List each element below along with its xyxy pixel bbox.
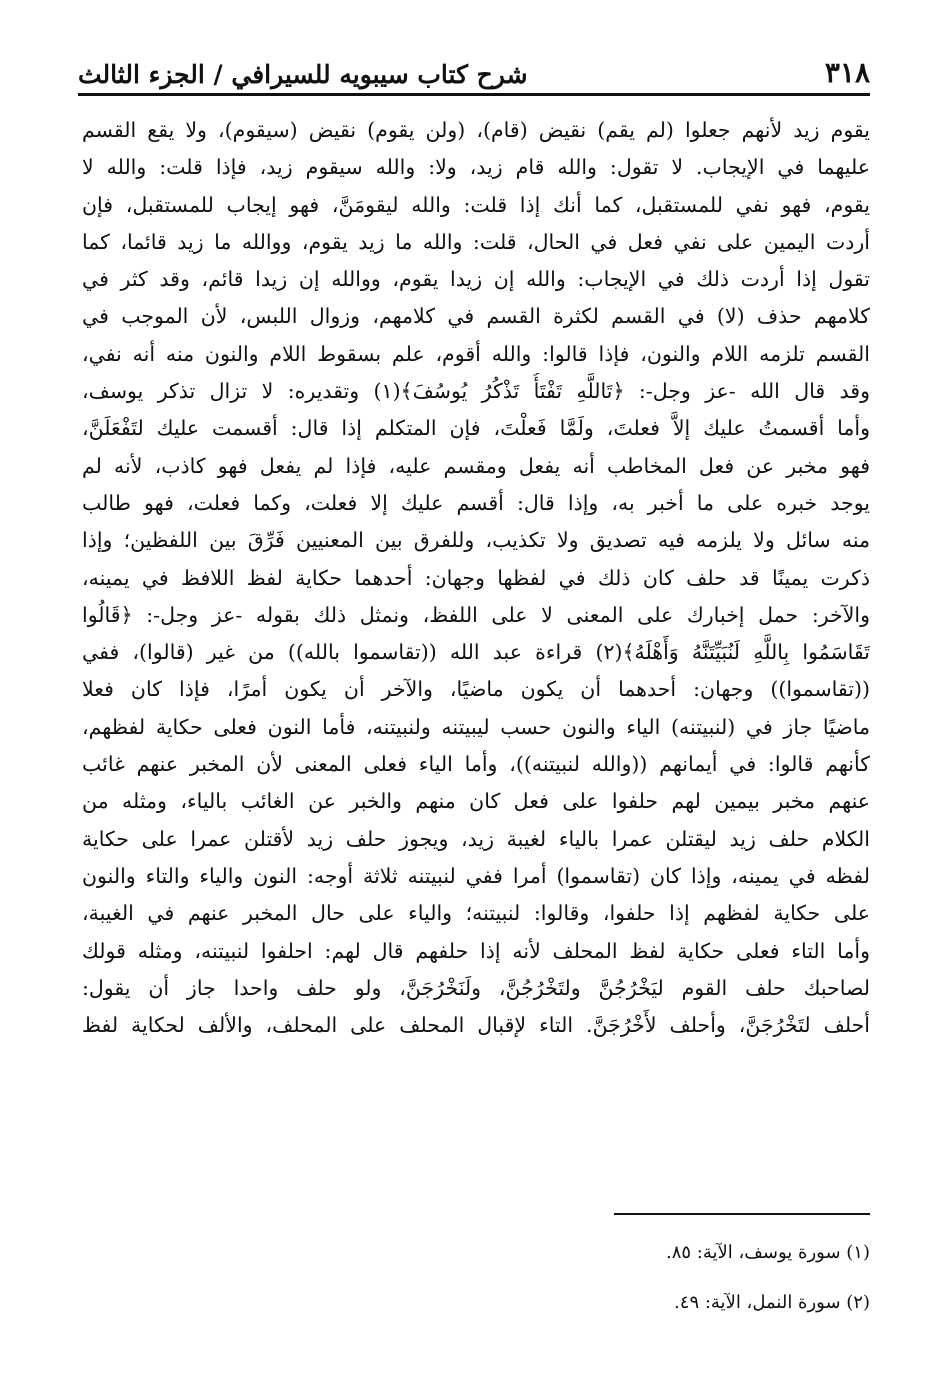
text-line: تقول إذا أردت ذلك في الإيجاب: والله إن زيدا يقوم، ووالله إن زيدا قائم، وقد كثر في [82,267,870,292]
text-line: أردت اليمين على نفي فعل في الحال، قلت: والله ما زيد يقوم، ووالله ما زيد قائما، كما [82,229,870,254]
text-line: على حكاية لفظهم إذا حلفوا، وقالوا: لنبيتنه؛ والياء على حال المخبر عنهم في الغيبة، [82,901,870,926]
text-line: لفظه في يمينه، وإذا كان (تقاسموا) أمرا ففي لنبيتنه ثلاثة أوجه: النون والياء والتاء والنون [82,863,870,888]
running-title: شرح كتاب سيبويه للسيرافي / الجزء الثالث [78,60,528,89]
text-line: يقوم زيد لأنهم جعلوا (لم يقم) نقيض (قام)، (ولن يقوم) نقيض (سيقوم)، ولا يقع القسم [82,118,870,142]
text-line: عليهما في الإيجاب. لا تقول: والله قام زيد، ولا: والله سيقوم زيد، فإذا قلت: والله لا [82,155,870,180]
page-number: ٣١٨ [824,56,870,89]
text-line: القسم تلزمه اللام والنون، فإذا قالوا: والله أقوم، علم بسقوط اللام والنون منه أنه نفي، [82,341,870,366]
text-line: وأما التاء فعلى حكاية لفظ المحلف لأنه إذا حلفهم قال لهم: احلفوا لنبيتنه، ومثله قولك [82,938,870,963]
footnote-divider [614,1213,870,1215]
footnote-1: (١) سورة يوسف، الآية: ٨٥. [665,1242,870,1263]
text-line: وقد قال الله -عز وجل-: ﴿تَاللَّهِ تَفْتَأُ تَذْكُرُ يُوسُفَ﴾(١) وتقديره: لا تزال تذكر يوسف، [82,379,870,404]
text-line: ((تقاسموا)) وجهان: أحدهما أن يكون ماضيًا، والآخر أن يكون أمرًا، فإذا كان فعلا [82,677,870,702]
text-line: ماضيًا جاز في (لنبيتنه) الياء والنون حسب ليبيتنه ولنبيتنه، فأما النون فعلى حكاية لفظهم، [82,714,870,739]
footnotes [82,1236,870,1336]
text-line: لصاحبك حلف القوم ليَخْرُجُنَّ ولتَخْرُجُنَّ، ولَنَخْرُجَنَّ، ولو حلف واحدا جاز أن يقول: [82,975,870,1000]
text-line: كلامهم حذف (لا) في القسم لكثرة القسم في كلامهم، وزوال اللبس، لأن الموجب في [82,304,870,329]
text-line: تَقَاسَمُوا بِاللَّهِ لَنُبَيِّتَنَّهُ وَأَهْلَهُ﴾(٢) قراءة عبد الله ((تقاسموا بالله)) من غير (قالوا)، ففي [82,640,870,665]
text-line: والآخر: حمل إخبارك على المعنى لا على اللفظ، ونمثل ذلك بقوله -عز وجل-: ﴿قَالُوا [82,602,870,627]
text-line: يوجد خبره على ما أخبر به، وإذا قال: أقسم عليك إلا فعلت، وكما فعلت، فهو طالب [82,490,870,515]
footnote-2: (٢) سورة النمل، الآية: ٤٩. [674,1292,870,1313]
text-line: الكلام حلف زيد ليقتلن عمرا بالياء لغيبة زيد، ويجوز حلف زيد لأقتلن عمرا على حكاية [82,826,870,851]
text-line: منه سائل ولا يلزمه فيه تصديق ولا تكذيب، وللفرق بين المعنيين فَرِّقَ بين اللفظين؛ وإذا [82,528,870,553]
body-text [82,112,870,1044]
text-line: ذكرت يمينًا قد حلف كان ذلك في لفظها وجهان: أحدهما حكاية لفظ اللافظ في يمينه، [82,565,870,590]
text-line: كأنهم قالوا: في أيمانهم ((والله لنبيتنه))، وأما الياء فعلى المعنى لأن المخبر عنهم غائب [82,752,870,777]
text-line: أحلف لتَخْرُجَنَّ، وأحلف لأَخْرُجَنَّ. التاء لإقبال المحلف على المحلف، والألف لحكاية لفظ [82,1013,870,1038]
text-line: وأما أقسمتُ عليك إلاَّ فعلتَ، ولَمَّا فَعلْتَ، فإن المتكلم إذا قال: أقسمت عليك لتَفْعَلَنَّ، [82,416,870,441]
page-header [78,52,870,96]
text-line: فهو مخبر عن فعل المخاطب أنه يفعل ومقسم عليه، فإذا لم يفعل فهو كاذب، لأنه لم [82,453,870,478]
text-line: عنهم مخبر بيمين لهم حلفوا على فعل كان منهم والخبر عن الغائب بالياء، ومثله من [82,789,870,814]
text-line: يقوم، فهو نفي للمستقبل، كما أنك إذا قلت: والله ليقومَنَّ، فهو إيجاب للمستقبل، فإن [82,192,870,217]
